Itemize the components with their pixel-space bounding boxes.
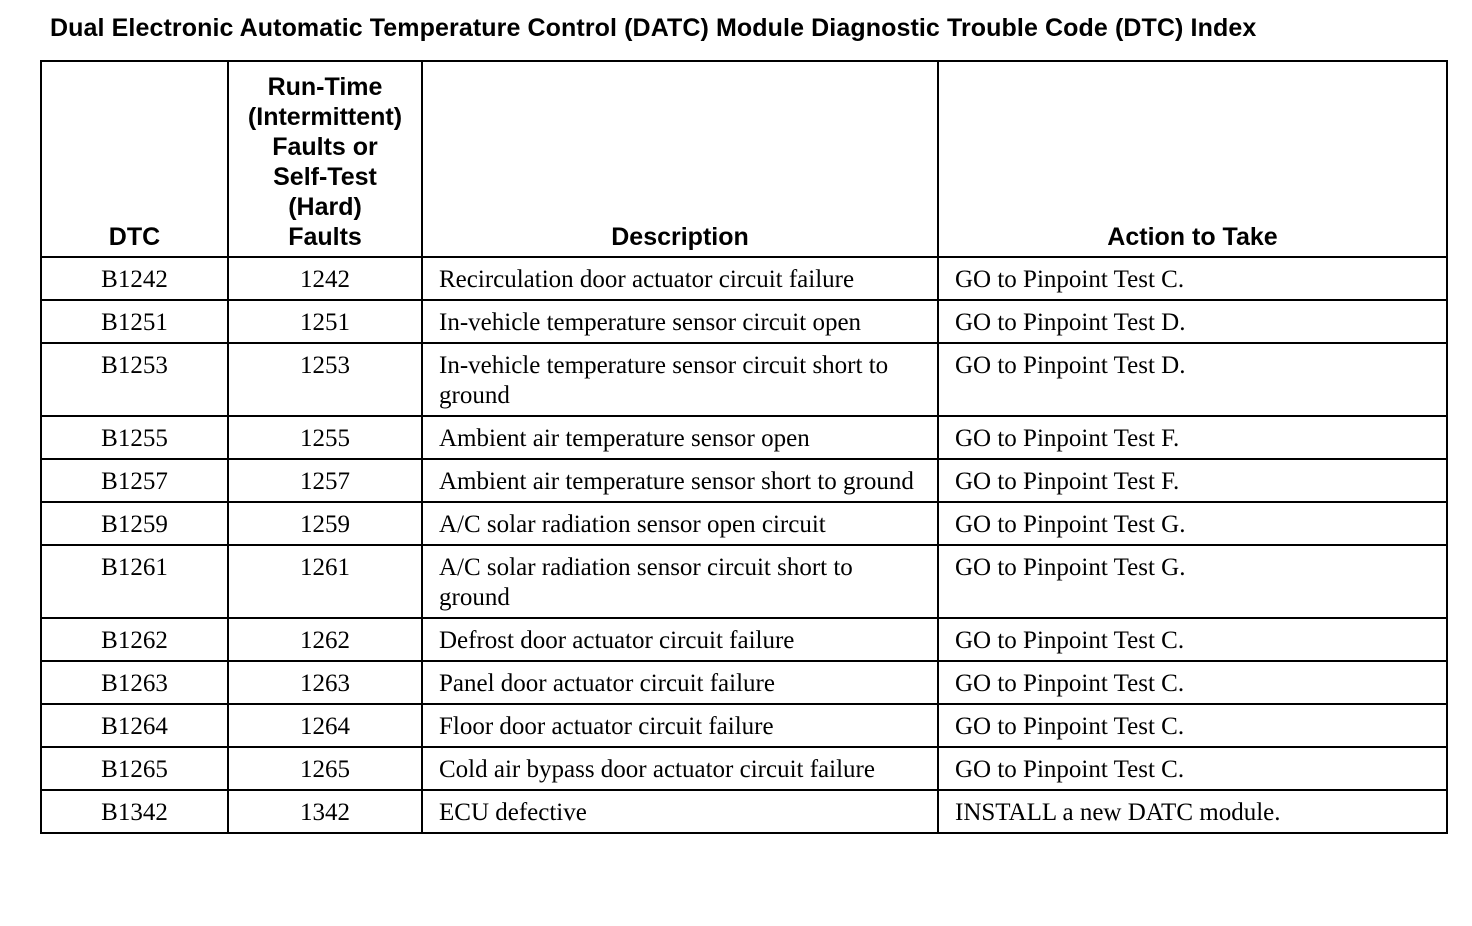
fault-code-cell: 1251 [228,300,422,343]
fault-code-cell: 1264 [228,704,422,747]
table-row [41,416,1447,459]
dtc-cell: B1262 [41,618,228,661]
description-cell: A/C solar radiation sensor circuit short to ground [422,545,938,618]
header-runtime-line: Faults or [272,133,378,161]
fault-code-cell: 1259 [228,502,422,545]
description-cell: A/C solar radiation sensor open circuit [422,502,938,545]
header-dtc: DTC [41,61,228,257]
description-cell: Ambient air temperature sensor short to ground [422,459,938,502]
dtc-cell: B1251 [41,300,228,343]
header-runtime-line: (Intermittent) [247,103,403,131]
dtc-cell: B1253 [41,343,228,416]
table-row [41,502,1447,545]
dtc-cell: B1261 [41,545,228,618]
action-cell: GO to Pinpoint Test G. [938,502,1447,545]
table-row [41,300,1447,343]
table-row [41,459,1447,502]
description-cell: Floor door actuator circuit failure [422,704,938,747]
description-cell: In-vehicle temperature sensor circuit short to ground [422,343,938,416]
fault-code-cell: 1257 [228,459,422,502]
table-row [41,343,1447,416]
action-cell: GO to Pinpoint Test D. [938,343,1447,416]
action-cell: GO to Pinpoint Test C. [938,618,1447,661]
dtc-cell: B1255 [41,416,228,459]
action-cell: INSTALL a new DATC module. [938,790,1447,833]
header-action: Action to Take [938,61,1447,257]
dtc-cell: B1342 [41,790,228,833]
description-cell: Panel door actuator circuit failure [422,661,938,704]
action-cell: GO to Pinpoint Test D. [938,300,1447,343]
fault-code-cell: 1255 [228,416,422,459]
dtc-cell: B1257 [41,459,228,502]
table-row [41,704,1447,747]
action-cell: GO to Pinpoint Test F. [938,459,1447,502]
dtc-index-table [40,60,1448,834]
action-cell: GO to Pinpoint Test C. [938,747,1447,790]
action-cell: GO to Pinpoint Test G. [938,545,1447,618]
table-row [41,790,1447,833]
page-title: Dual Electronic Automatic Temperature Control (DATC) Module Diagnostic Trouble Code (DTC) Index [50,14,1257,42]
dtc-cell: B1265 [41,747,228,790]
description-cell: Recirculation door actuator circuit failure [422,257,938,300]
table-row [41,747,1447,790]
table-row [41,661,1447,704]
description-cell: Cold air bypass door actuator circuit failure [422,747,938,790]
table-row [41,257,1447,300]
action-cell: GO to Pinpoint Test C. [938,257,1447,300]
action-cell: GO to Pinpoint Test C. [938,661,1447,704]
action-cell: GO to Pinpoint Test F. [938,416,1447,459]
table-row [41,618,1447,661]
description-cell: Ambient air temperature sensor open [422,416,938,459]
header-runtime-faults [228,61,422,257]
header-runtime-line: Run-Time [267,73,383,101]
dtc-cell: B1264 [41,704,228,747]
fault-code-cell: 1242 [228,257,422,300]
header-runtime-line: (Hard) [288,193,362,221]
fault-code-cell: 1253 [228,343,422,416]
fault-code-cell: 1262 [228,618,422,661]
description-cell: Defrost door actuator circuit failure [422,618,938,661]
dtc-cell: B1259 [41,502,228,545]
action-cell: GO to Pinpoint Test C. [938,704,1447,747]
fault-code-cell: 1265 [228,747,422,790]
description-cell: In-vehicle temperature sensor circuit open [422,300,938,343]
dtc-cell: B1263 [41,661,228,704]
fault-code-cell: 1342 [228,790,422,833]
description-cell: ECU defective [422,790,938,833]
header-description: Description [422,61,938,257]
header-runtime-line: Faults [288,223,362,251]
table-header-row [41,61,1447,257]
fault-code-cell: 1261 [228,545,422,618]
table-row [41,545,1447,618]
dtc-cell: B1242 [41,257,228,300]
fault-code-cell: 1263 [228,661,422,704]
header-runtime-line: Self-Test [273,163,377,191]
